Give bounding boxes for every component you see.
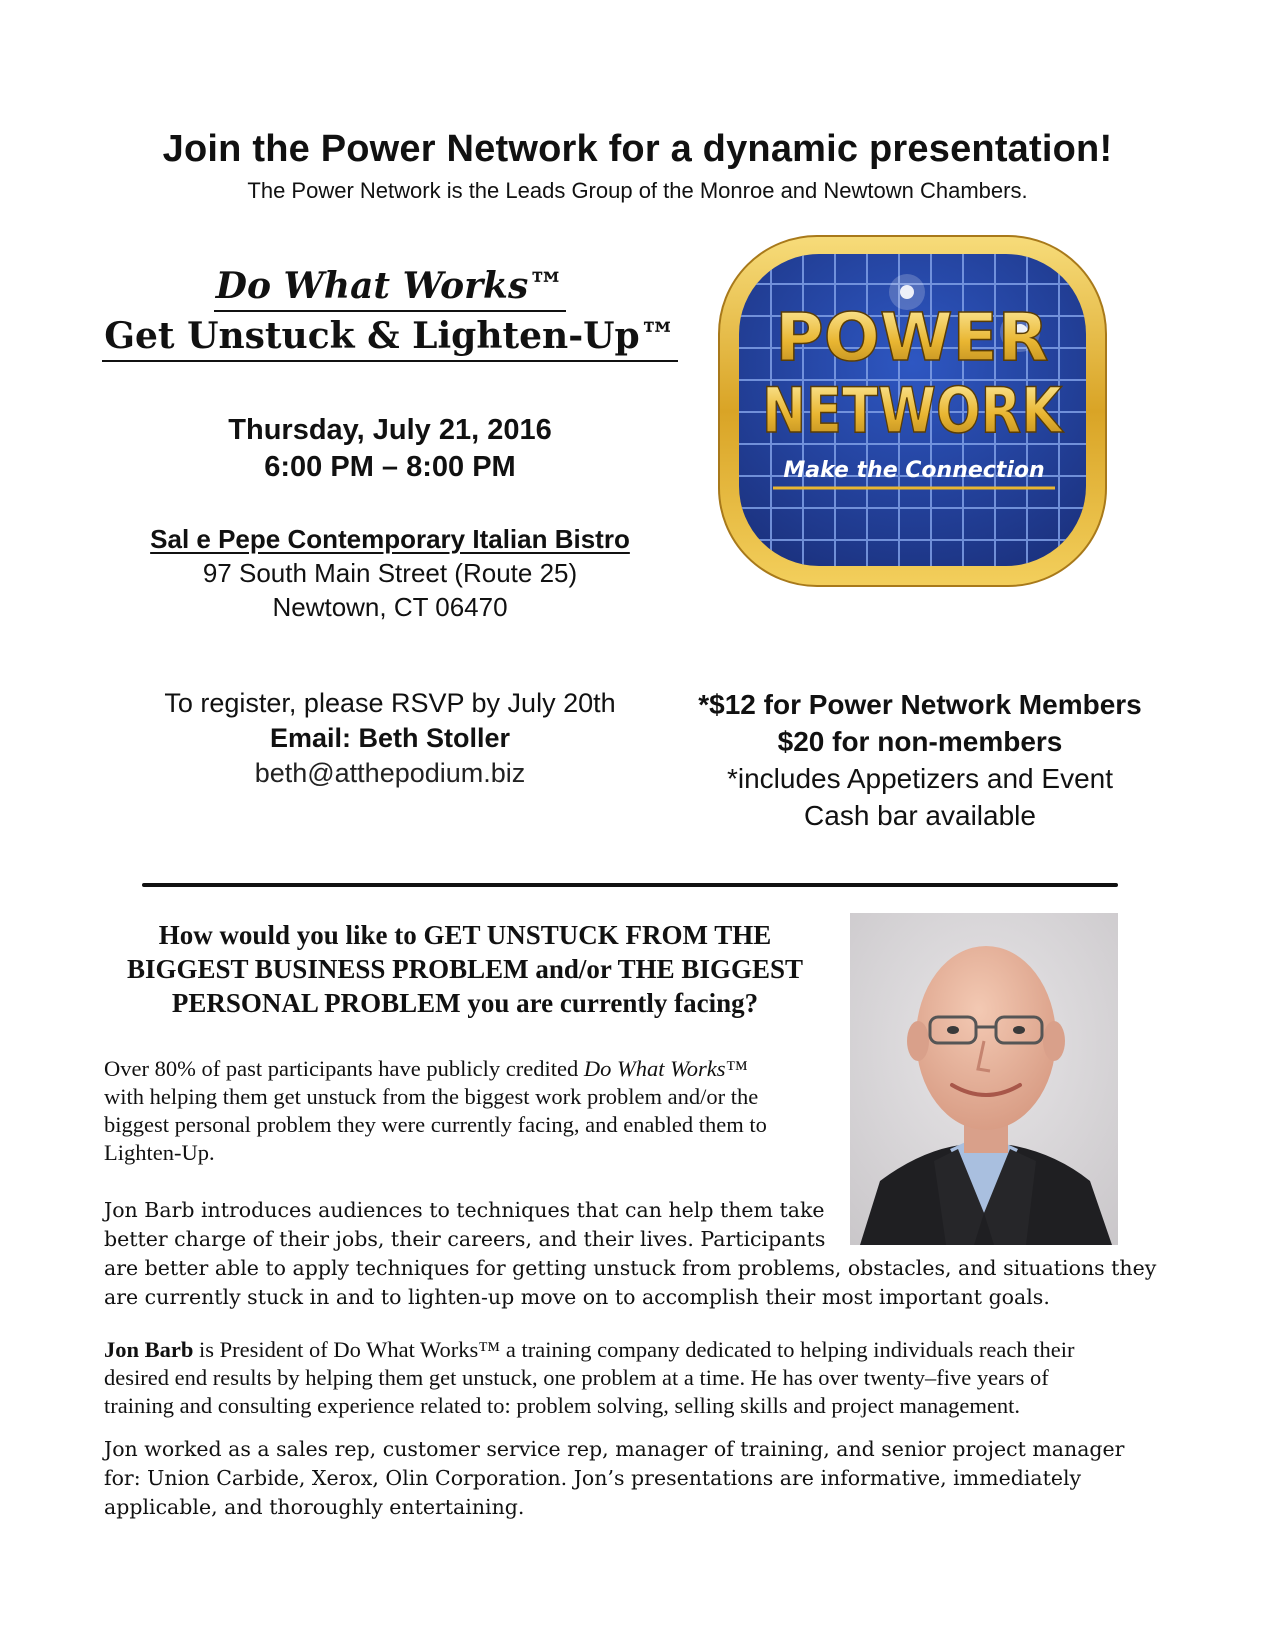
- venue-address-line2: Newtown, CT 06470: [272, 592, 508, 622]
- venue-name: Sal e Pepe Contemporary Italian Bistro: [150, 524, 630, 554]
- event-title: [100, 262, 680, 362]
- subhead: The Power Network is the Leads Group of the Monroe and Newtown Chambers.: [247, 178, 1028, 203]
- paragraph-line: are currently stuck in and to lighten-up move on to accomplish their most important goals.: [104, 1285, 1050, 1309]
- question-line: How would you like to GET UNSTUCK FROM THE: [158, 920, 772, 950]
- paragraph-line: Lighten-Up.: [104, 1140, 215, 1165]
- paragraph-line: Jon worked as a sales rep, customer service rep, manager of training, and senior project manager: [104, 1437, 1125, 1461]
- paragraph-text: Over 80% of past participants have publicly credited: [104, 1056, 584, 1081]
- program-name: Do What Works™: [583, 1056, 748, 1081]
- price-members: *$12 for Power Network Members: [698, 689, 1142, 720]
- paragraph-line: [104, 1055, 840, 1083]
- question-line: BIGGEST BUSINESS PROBLEM and/or THE BIGGEST: [126, 954, 803, 984]
- cash-bar-note: Cash bar available: [804, 800, 1036, 831]
- paragraph-line: better charge of their jobs, their careers, and their lives. Participants: [104, 1227, 826, 1251]
- event-title-line1: Do What Works™: [214, 262, 567, 312]
- paragraph-experience: [104, 1435, 1184, 1522]
- paragraph-credits: [104, 1055, 840, 1167]
- paragraph-line: with helping them get unstuck from the biggest work problem and/or the: [104, 1084, 759, 1109]
- paragraph-line: biggest personal problem they were currently facing, and enabled them to: [104, 1112, 767, 1137]
- power-network-logo: [715, 232, 1110, 590]
- section-divider: [142, 883, 1118, 887]
- paragraph-line: for: Union Carbide, Xerox, Olin Corporation. Jon’s presentations are informative, immediately: [104, 1466, 1082, 1490]
- logo-word-network: NETWORK: [762, 374, 1064, 447]
- paragraph-line: training and consulting experience related to: problem solving, selling skills and project management.: [104, 1393, 1021, 1418]
- rsvp-contact: Email: Beth Stoller: [269, 723, 511, 753]
- speaker-name: Jon Barb: [104, 1337, 194, 1362]
- paragraph-line: applicable, and thoroughly entertaining.: [104, 1495, 525, 1519]
- question-heading: [100, 918, 830, 1020]
- paragraph-line: Jon Barb introduces audiences to techniques that can help them take: [104, 1198, 825, 1222]
- logo-word-power: POWER: [775, 299, 1049, 376]
- paragraph-text: is President of Do What Works™ a training company dedicated to helping individuals reach their: [193, 1337, 1075, 1362]
- paragraph-line: are better able to apply techniques for getting unstuck from problems, obstacles, and situations they: [104, 1256, 1157, 1280]
- event-date: Thursday, July 21, 2016: [228, 414, 552, 446]
- rsvp-instructions: To register, please RSVP by July 20th: [164, 688, 616, 718]
- rsvp: [95, 686, 685, 791]
- paragraph-line: [104, 1336, 1184, 1364]
- price-nonmembers: $20 for non-members: [777, 726, 1063, 757]
- question-line: PERSONAL PROBLEM you are currently facing?: [171, 988, 759, 1018]
- venue: [100, 522, 680, 624]
- paragraph-line: desired end results by helping them get unstuck, one problem at a time. He has over twenty–five years of: [104, 1365, 1049, 1390]
- headline: Join the Power Network for a dynamic presentation!: [162, 128, 1113, 170]
- pricing: [660, 686, 1180, 834]
- rsvp-email[interactable]: beth@atthepodium.biz: [254, 758, 526, 788]
- event-datetime: [100, 412, 680, 486]
- paragraph-techniques: [104, 1196, 1184, 1312]
- event-time: 6:00 PM – 8:00 PM: [264, 451, 516, 483]
- event-title-line2: Get Unstuck & Lighten-Up™: [102, 312, 677, 362]
- logo-tagline: Make the Connection: [783, 458, 1045, 483]
- venue-address-line1: 97 South Main Street (Route 25): [202, 558, 578, 588]
- paragraph-bio: [104, 1336, 1184, 1420]
- price-includes: *includes Appetizers and Event: [726, 763, 1114, 794]
